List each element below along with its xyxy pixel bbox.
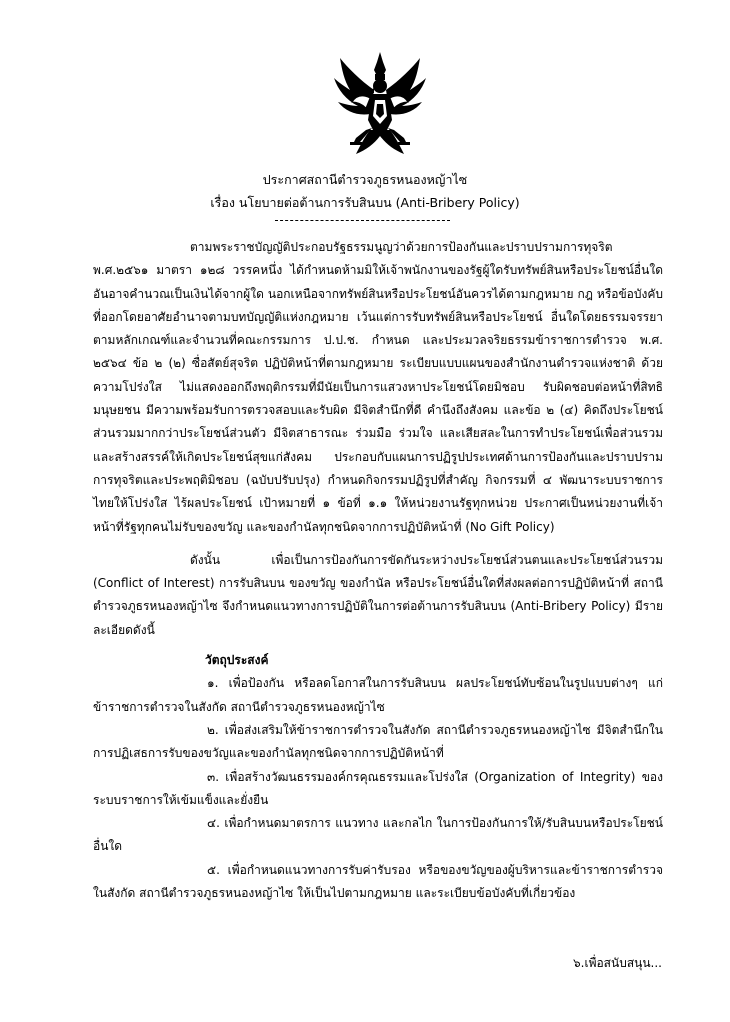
announcement-subject: เรื่อง นโยบายต่อต้านการรับสินบน (Anti-Bribery Policy) [210, 195, 520, 210]
intro-paragraph-2: ดังนั้น เพื่อเป็นการป้องกันการขัดกันระหว่างประโยชน์ส่วนตนและประโยชน์ส่วนรวม (Conflict of Interest) การรับสินบน ของขวัญ ของกำนัล หรือประโยชน์อื่นใดที่ส่งผลต่อการปฏิบัติหน้าที่ สถานีตำรวจภูธรหนองหญ้าไซ จึงกำหนดแนวทางการปฏิบัติในการต่อต้านการรับสินบน (Anti-Bribery Policy) มีรายละเอียดดังนี้ [93, 552, 663, 637]
objective-item-1: ๑. เพื่อป้องกัน หรือลดโอกาสในการรับสินบน ผลประโยชน์ทับซ้อนในรูปแบบต่างๆ แก่ข้าราชการตำรวจในสังกัด สถานีตำรวจภูธรหนองหญ้าไซ [93, 676, 663, 714]
page-continuation: ๖.เพื่อสนับสนุน... [573, 956, 662, 970]
document-body [93, 236, 663, 905]
objective-item-2: ๒. เพื่อส่งเสริมให้ข้าราชการตำรวจในสังกัด สถานีตำรวจภูธรหนองหญ้าไซ มีจิตสำนึกในการปฏิเสธการรับของขวัญและของกำนัลทุกชนิดจากการปฏิบัติหน้าที่ [93, 722, 663, 761]
garuda-emblem-icon [330, 50, 430, 160]
objective-item-5: ๕. เพื่อกำหนดแนวทางการรับค่ารับรอง หรือของขวัญของผู้บริหารและข้าราชการตำรวจในสังกัด สถานีตำรวจภูธรหนองหญ้าไซ ให้เป็นไปตามกฎหมาย และระเบียบข้อบังคับที่เกี่ยวข้อง [93, 862, 663, 901]
title-divider [275, 220, 450, 221]
objective-item-3: ๓. เพื่อสร้างวัฒนธรรมองค์กรคุณธรรมและโปร่งใส (Organization of Integrity) ของระบบราชการให้เข้มแข็งและยั่งยืน [93, 769, 663, 807]
objectives-heading: วัตถุประสงค์ [205, 653, 269, 668]
announcement-title: ประกาศสถานีตำรวจภูธรหนองหญ้าไซ [262, 172, 468, 187]
objective-item-4: ๔. เพื่อกำหนดมาตรการ แนวทาง และกลไก ในการป้องกันการให้/รับสินบนหรือประโยชน์อื่นใด [93, 816, 663, 854]
intro-paragraph-1: ตามพระราชบัญญัติประกอบรัฐธรรมนูญว่าด้วยการป้องกันและปราบปรามการทุจริต พ.ศ.๒๕๖๑ มาตรา ๑๒๘ วรรคหนึ่ง ได้กำหนดห้ามมิให้เจ้าพนักงานของรัฐผู้ใดรับทรัพย์สินหรือประโยชน์อื่นใด อันอาจคำนวณเป็นเงินได้จากผู้ใด นอกเหนือจากทรัพย์สินหรือประโยชน์อันควรได้ตามกฎหมาย กฎ หรือข้อบังคับที่ออกโดยอาศัยอำนาจตามบทบัญญัติแห่งกฎหมาย เว้นแต่การรับทรัพย์สินหรือประโยชน์ อื่นใดโดยธรรมจรรยา ตามหลักเกณฑ์และจำนวนที่คณะกรรมการ ป.ป.ช. กำหนด และประมวลจริยธรรมข้าราชการตำรวจ พ.ศ. ๒๕๖๔ ข้อ ๒ (๒) ซื่อสัตย์สุจริต ปฏิบัติหน้าที่ตามกฎหมาย ระเบียบแบบแผนของสำนักงานตำรวจแห่งชาติ ด้วยความโปร่งใส ไม่แสดงออกถึงพฤติกรรมที่มีนัยเป็นการแสวงหาประโยชน์โดยมิชอบ รับผิดชอบต่อหน้าที่สิทธิมนุษยชน มีความพร้อมรับการตรวจสอบและรับผิด มีจิตสำนึกที่ดี คำนึงถึงสังคม และข้อ ๒ (๔) คิดถึงประโยชน์ส่วนรวมมากกว่าประโยชน์ส่วนตัว มีจิตสาธารณะ ร่วมมือ ร่วมใจ และเสียสละในการทำประโยชน์เพื่อส่วนรวม และสร้างสรรค์ให้เกิดประโยชน์สุขแก่สังคม ประกอบกับแผนการปฏิรูปประเทศด้านการป้องกันและปราบปรามการทุจริตและประพฤติมิชอบ (ฉบับปรับปรุง) กำหนดกิจกรรมปฏิรูปที่สำคัญ กิจกรรมที่ ๔ พัฒนาระบบราชการไทยให้โปร่งใส ไร้ผลประโยชน์ เป้าหมายที่ ๑ ข้อที่ ๑.๑ ให้หน่วยงานรัฐทุกหน่วย ประกาศเป็นหน่วยงานที่เจ้าหน้าที่รัฐทุกคนไม่รับของขวัญ และของกำนัลทุกชนิดจากการปฏิบัติหน้าที่ (No Gift Policy) [93, 240, 663, 534]
